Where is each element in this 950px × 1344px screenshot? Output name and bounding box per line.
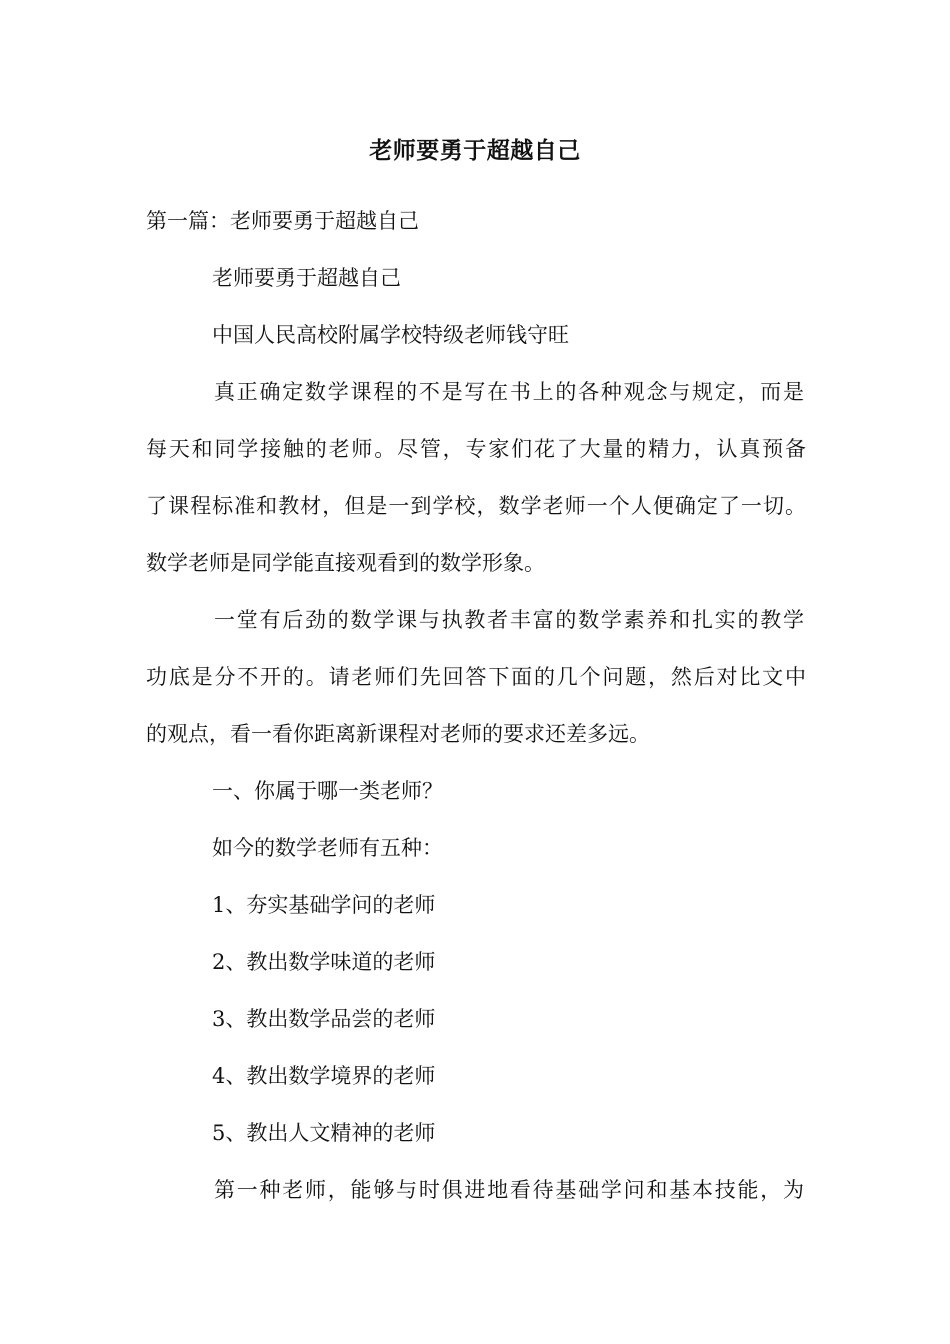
list-item: 3、教出数学品尝的老师 bbox=[212, 1007, 436, 1031]
paragraph-line: 数学老师是同学能直接观看到的数学形象。 bbox=[146, 551, 545, 575]
author-line: 中国人民高校附属学校特级老师钱守旺 bbox=[212, 323, 569, 347]
section-heading: 第一篇：老师要勇于超越自己 bbox=[146, 209, 419, 233]
paragraph-line: 一堂有后劲的数学课与执教者丰富的数学素养和扎实的教学 bbox=[214, 608, 804, 632]
list-item: 4、教出数学境界的老师 bbox=[212, 1064, 436, 1088]
list-item: 2、教出数学味道的老师 bbox=[212, 950, 436, 974]
paragraph-line: 每天和同学接触的老师。尽管，专家们花了大量的精力，认真预备 bbox=[146, 437, 806, 461]
question-heading: 一、你属于哪一类老师？ bbox=[212, 779, 443, 803]
paragraph-line: 真正确定数学课程的不是写在书上的各种观念与规定，而是 bbox=[214, 380, 804, 404]
document-title: 老师要勇于超越自己 bbox=[369, 137, 581, 164]
list-intro: 如今的数学老师有五种： bbox=[212, 836, 443, 860]
paragraph-line: 了课程标准和教材，但是一到学校，数学老师一个人便确定了一切。 bbox=[146, 494, 806, 518]
paragraph-line: 功底是分不开的。请老师们先回答下面的几个问题，然后对比文中 bbox=[146, 665, 806, 689]
list-item: 1、夯实基础学问的老师 bbox=[212, 893, 436, 917]
paragraph-line: 第一种老师，能够与时俱进地看待基础学问和基本技能，为 bbox=[214, 1178, 804, 1202]
list-item: 5、教出人文精神的老师 bbox=[212, 1121, 436, 1145]
article-title: 老师要勇于超越自己 bbox=[212, 266, 401, 290]
paragraph-line: 的观点，看一看你距离新课程对老师的要求还差多远。 bbox=[146, 722, 650, 746]
